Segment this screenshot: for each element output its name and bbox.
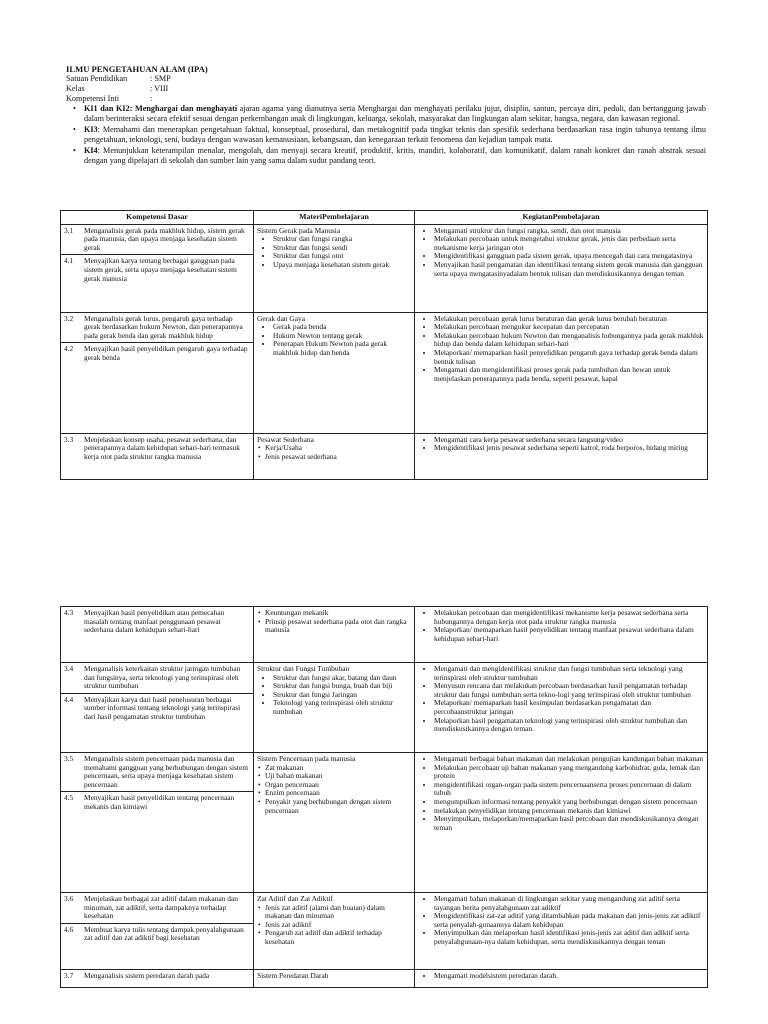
- kd-text: Menganalisis gerak pada makhluk hidup, sistem gerak pada manusia, dan upaya menjaga kesehatan sistem gerak: [84, 225, 245, 252]
- kegiatan-cell: [415, 224, 708, 312]
- kegiatan-item: • Melakukan percobaan uji bahan makanan yang mengandung karbohidrat, gula, lemak dan protein: [434, 764, 704, 781]
- kegiatan-item: • Mengamati berbagai bahan makanan dan melakukan pengujian kandungan bahan makanan: [434, 755, 704, 764]
- kd-text: Menjelaskan berbagai zat aditif dalam makanan dan minuman, zat adiktif, serta dampaknya terhadap kesehatan: [84, 894, 238, 921]
- kd-number: 3.2: [64, 313, 74, 323]
- kegiatan-item: • Melakukan percobaan mengukur kecepatan dan percepatan: [434, 323, 704, 332]
- materi-cell: [254, 224, 415, 312]
- kegiatan-cell: [415, 753, 708, 893]
- kegiatan-item: • Melakukan percobaan hukum Newton dan menganalisis hubungannya pada gerak makhluk hidup dan benda dalam kehidupan sehari-hari: [434, 332, 704, 349]
- materi-cell: [254, 753, 415, 893]
- materi-item: • Kerja/Usaha: [265, 444, 411, 453]
- materi-cell: [254, 663, 415, 753]
- materi-title: Sistem Peredaran Darah: [257, 971, 329, 980]
- kd-cell: [61, 607, 254, 663]
- materi-item: • Struktur dan fungsi bunga, buah dan biji: [273, 682, 411, 691]
- kegiatan-cell: [415, 312, 708, 433]
- table-row: [61, 893, 708, 970]
- meta-value: : SMP: [150, 74, 171, 83]
- table-row: [61, 663, 708, 753]
- document-title: ILMU PENGETAHUAN ALAM (IPA): [66, 64, 208, 74]
- syllabus-table-2: [60, 606, 708, 988]
- kegiatan-cell: [415, 663, 708, 753]
- kegiatan-item: • Menyimpulkan dan melaporkan hasil identifikasi jenis-jenis zat aditif dan adiktif serta penyalahgunaan-nya dalam kehidupan, serta mendiskusikannya dengan teman: [434, 929, 704, 946]
- kd-entry: [64, 436, 250, 462]
- kegiatan-item: • Mengidentifikasi zat-zat aditif yang ditambahkan pada makanan dan jenis-jenis zat adiktif serta penyalah-gunaannya dalam kehidupan: [434, 912, 704, 929]
- ki-item: [84, 146, 706, 166]
- materi-list: [257, 764, 411, 816]
- ki-item-label: KI1 dan KI2: Menghargai dan menghayati: [84, 104, 238, 113]
- col-header-materi: MateriPembelajaran: [254, 211, 415, 225]
- kegiatan-list: [418, 972, 704, 981]
- kd-number: 3.4: [64, 664, 74, 673]
- kegiatan-item: • Mengamati bahan makanan di lingkungan sekitar yang mengandung zat aditif serta tayangan berita penyalahgunaan zat adiktif: [434, 895, 704, 912]
- kd-item: [61, 607, 253, 637]
- kd-text: Menjelaskan konsep usaha, pesawat sederhana, dan penerapannya dalam kehidupan sehari-hari termasuk kerja otot pada struktur rangka manusia: [84, 434, 240, 461]
- materi-list: [257, 674, 411, 717]
- meta-label: Satuan Pendidikan: [66, 74, 128, 83]
- kd-item: [61, 693, 253, 724]
- kd-entry: [64, 794, 250, 811]
- table-row: [61, 312, 708, 433]
- materi-item: • Struktur dan fungsi Jaringan: [273, 691, 411, 700]
- meta-row-ki: [66, 94, 706, 104]
- kd-text: Menganalisis sistem peredaran darah pada: [84, 971, 210, 980]
- kegiatan-list: [418, 665, 704, 734]
- materi-item: • Jenis zat aditif (alami dan buatan) dalam makanan dan minuman: [265, 904, 411, 921]
- materi-item: • Penerapan Hukum Newton pada gerak makhluk hidup dan benda: [273, 340, 411, 357]
- ki-item-label: KI4: [84, 146, 98, 155]
- materi-item: • Jenis pesawat sederhana: [265, 453, 411, 462]
- kegiatan-item: • Melaporkan hasil pengamatan teknologi yang terinspirasi oleh struktur tumbuhan dan mendiskusikannya dengan teman.: [434, 717, 704, 734]
- table-row: [61, 970, 708, 988]
- kd-number: 3.7: [64, 971, 74, 980]
- kegiatan-item: • Mengidentifikasi jenis pesawat sederhana seperti katrol, roda berporos, bidang miring: [434, 444, 704, 453]
- materi-list: [257, 323, 411, 357]
- kegiatan-list: [418, 436, 704, 453]
- materi-list: [257, 444, 411, 461]
- materi-item: • Struktur dan fungsi sendi: [273, 244, 411, 253]
- kd-item: [61, 342, 253, 364]
- materi-title: Sistem Gerak pada Manusia: [257, 225, 341, 235]
- materi-item: • Upaya menjaga kesehatan sistem gerak: [273, 261, 411, 270]
- kegiatan-item: • Menyajikan hasil pengamatan dan identifikasi tentang sistem gerak manusia dan gangguan serta upaya mengatasinyadalam bentuk tulisan dan mendiskusikannya dengan teman: [434, 261, 704, 278]
- kd-item: [61, 313, 253, 343]
- kd-item: [61, 225, 253, 255]
- kd-text: Menyajikan hasil penyelidikan atau pemecahan masalah tentang manfaat penggunaan pesawat sederhana dalam kehidupan sehari-hari: [84, 608, 225, 635]
- kd-entry: [64, 257, 250, 283]
- kd-cell: [61, 893, 254, 970]
- materi-item: • Struktur dan fungsi otot: [273, 252, 411, 261]
- materi-cell: [254, 970, 415, 988]
- kegiatan-list: [418, 609, 704, 643]
- materi-item: • Enzim pencernaan: [265, 789, 411, 798]
- materi-title: Zat Aditif dan Zat Adiktif: [257, 894, 333, 903]
- kd-item: [61, 923, 253, 945]
- materi-item: • Prinsip pesawat sederhana pada otot dan rangka manusia: [265, 618, 411, 635]
- kegiatan-item: • Melakukan percobaan gerak lurus beraturan dan gerak lurus berubah beraturan: [434, 315, 704, 324]
- materi-cell: [254, 893, 415, 970]
- ki-item: [84, 104, 706, 124]
- materi-title: Gerak dan Gaya: [257, 313, 306, 323]
- kd-number: 3.5: [64, 754, 74, 763]
- kd-cell: [61, 970, 254, 988]
- kegiatan-item: • Menyusun rencana dan melakukan percobaan berdasarkan hasil pengamatan terhadap struktur dan fungsi tumbuhan serta tekno-logi yang terinspirasi oleh struktur tumbuhan: [434, 682, 704, 699]
- kd-number: 4.5: [64, 793, 74, 803]
- kegiatan-item: • mengidentifikasi organ-organ pada sistem pencernaanserta proses pencernaan di dalam tubuh: [434, 781, 704, 798]
- materi-item: • Gerak pada benda: [273, 323, 411, 332]
- ki-item: [84, 125, 706, 145]
- col-header-kegiatan: KegiatanPembelajaran: [415, 211, 708, 225]
- kegiatan-list: [418, 895, 704, 947]
- kd-entry: [64, 227, 250, 253]
- col-header-kd: Kompetensi Dasar: [61, 211, 254, 225]
- kegiatan-item: • Melaporkan/ memaparkan hasil kesimpulan berdasarkan pengamatan dan percobaanstruktur jaringan: [434, 699, 704, 716]
- ki-item-text: : Menunjukkan keterampilan menalar, mengolah, dan menyaji secara kreatif, produktif, kritis, mandiri, kolaboratif, dan komunikatif, dalam ranah konkret dan ranah abstrak sesuai dengan yang dipelajari di sekolah dan sumber lain yang sama dalam sudut pandang teori.: [84, 146, 706, 165]
- kd-entry: [64, 345, 250, 362]
- materi-cell: [254, 312, 415, 433]
- kd-entry: [64, 755, 250, 789]
- kegiatan-item: • melakukan penyelidikan tentang pencernaan mekanis dan kimiawi: [434, 807, 704, 816]
- kd-item: [61, 753, 253, 791]
- materi-title: Struktur dan Fungsi Tumbuhan: [257, 664, 350, 673]
- kd-number: 4.4: [64, 694, 74, 704]
- meta-value: :: [150, 94, 153, 103]
- materi-item: • Struktur dan fungsi akar, batang dan daun: [273, 674, 411, 683]
- kd-text: Menganalisis gerak lurus, pengaruh gaya terhadap gerak berdasarkan hukum Newton, dan penerapannya pada gerak benda dan gerak makhluk hidup: [84, 313, 243, 340]
- kegiatan-item: • Melakukan percobaan dan mengidentifikasi mekanisme kerja pesawat sederhana serta hubungannya dengan kerja otot pada struktur rangka manusia: [434, 609, 704, 626]
- kd-entry: [64, 926, 250, 943]
- kegiatan-item: • Mengidentifikasi gangguan pada sistem gerak, upaya mencegah dan cara mengatasinya: [434, 252, 704, 261]
- kd-text: Menganalisis keterkaitan struktur jaringan tumbuhan dan fungsinya, serta teknologi yang terinspirasi oleh struktur tumbuhan: [84, 664, 241, 691]
- kd-number: 3.1: [64, 225, 74, 235]
- table-row: [61, 224, 708, 312]
- kd-entry: [64, 972, 250, 981]
- materi-cell: [254, 433, 415, 479]
- ki-item-label: KI3: [84, 125, 98, 134]
- table-1-body: [61, 224, 708, 479]
- kegiatan-item: • Mengamati struktur dan fungsi rangka, sendi, dan otot manusia: [434, 227, 704, 236]
- materi-item: • Organ pencernaan: [265, 781, 411, 790]
- meta-label: Kompetensi Inti: [66, 94, 119, 103]
- kd-entry: [64, 696, 250, 722]
- materi-item: • Jenis zat adiktif: [265, 921, 411, 930]
- materi-title: Sistem Pencernaan pada manusia: [257, 754, 356, 763]
- table-row: [61, 753, 708, 893]
- document-header: [66, 64, 706, 167]
- materi-title: Pesawat Sederhana: [257, 434, 314, 444]
- kd-item: [61, 893, 253, 923]
- materi-list: [257, 904, 411, 947]
- table-row: [61, 433, 708, 479]
- ki-item-text: ajaran agama yang dianutnya serta Menghargai dan menghayati perilaku jujur, disiplin, santun, percaya diri, peduli, dan bertanggung jawab dalam berinteraksi secara efektif sesuai dengan perkembangan anak di lingkungan, keluarga, sekolah, masyarakat dan lingkungan alam sekitar, bangsa, negara, dan kawasan regional.: [84, 104, 706, 123]
- kd-item: [61, 663, 253, 693]
- kd-item: [61, 791, 253, 813]
- table-row: [61, 607, 708, 663]
- materi-item: • Pengaruh zat aditif dan adiktif terhadap kesehatan: [265, 929, 411, 946]
- kegiatan-item: • Mengamati dan mengidentifikasi proses gerak pada tumbuhan dan hewan untuk menjelaskan penerapannya pada benda, seperti pesawat, kapal: [434, 366, 704, 383]
- materi-item: • Teknologi yang terinspirasi oleh struktur tumbuhan: [273, 699, 411, 716]
- kegiatan-item: • Melaporkan/ memaparkan hasil penyelidikan tentang manfaat pesawat sederhana dalam kehidupan sehari-hari: [434, 626, 704, 643]
- materi-list: [257, 235, 411, 269]
- kd-number: 4.1: [64, 256, 74, 266]
- kegiatan-cell: [415, 433, 708, 479]
- materi-item: • Keuntungan mekanik: [265, 609, 411, 618]
- kegiatan-item: • Mengamati dan mengidentifikasi struktur dan fungsi tumbuhan serta teknologi yang terinspirasi oleh struktur tumbuhan: [434, 665, 704, 682]
- kd-text: Menyajikan karya dari hasil penelusuran berbagai sumber informasi tentang teknologi yang terinspirasi dari hasil pengamatan struktur tumbuhan: [84, 694, 241, 721]
- kd-text: Menyajikan hasil penyelidikan tentang pencernaan mekanis dan kimiawi: [84, 793, 235, 811]
- kd-text: Membuat karya tulis tentang dampak penyalahgunaan zat aditif dan zat adiktif bagi kesehatan: [84, 924, 244, 943]
- kegiatan-item: • Melakukan percobaan untuk mengetahui struktur gerak, jenis dan perbedaan serta mekanisme kerja jaringan otot: [434, 235, 704, 252]
- materi-list: [257, 609, 411, 635]
- meta-label: Kelas: [66, 84, 85, 93]
- kegiatan-list: [418, 227, 704, 279]
- meta-row-satuan: [66, 74, 706, 84]
- kd-cell: [61, 753, 254, 893]
- kd-number: 3.3: [64, 434, 74, 444]
- kd-text: Menyajikan karya tentang berbagai gangguan pada sistem gerak, serta upaya menjaga kesehatan sistem gerak manusia: [84, 256, 237, 283]
- kegiatan-item: • Mengamati modelsistem peredaran darah.: [434, 972, 704, 981]
- kd-text: Menganalisis sistem pencernaan pada manusia dan memahami gangguan yang berhubungan dengan sistem pencernaan, serta upaya menjaga kesehatan sistem pencernaan: [84, 754, 248, 789]
- kegiatan-cell: [415, 893, 708, 970]
- materi-cell: [254, 607, 415, 663]
- ki-item-text: : Memahami dan menerapkan pengetahuan faktual, konseptual, prosedural, dan metakognitif pada tingkat teknis dan spesifik sederhana berdasarkan rasa ingin tahunya tentang ilmu pengetahuan, teknologi, seni, budaya dengan wawasan kemanusiaan, kebangsaan, dan kenegaraan terkait fenomena dan kejadian tampak mata.: [84, 125, 706, 144]
- kd-number: 4.3: [64, 608, 74, 617]
- kd-item: [61, 970, 253, 983]
- table-header-row: [61, 211, 708, 225]
- kd-entry: [64, 609, 250, 635]
- meta-row-kelas: [66, 84, 706, 94]
- kd-item: [61, 254, 253, 285]
- kd-number: 4.2: [64, 344, 74, 354]
- materi-item: • Uji bahan makanan: [265, 772, 411, 781]
- kd-number: 4.6: [64, 924, 74, 934]
- kd-item: [61, 434, 253, 464]
- kegiatan-list: [418, 315, 704, 384]
- materi-item: • Struktur dan fungsi rangka: [273, 235, 411, 244]
- ki-list: [66, 104, 706, 166]
- syllabus-table-1: [60, 210, 708, 480]
- kegiatan-item: • mengumpulkan informasi tentang penyakit yang berhubungan dengan sistem pencernaan: [434, 798, 704, 807]
- kegiatan-item: • Melaporkan/ memaparkan hasil penyelidikan pengaruh gaya terhadap gerak benda dalam bentuk tulisan: [434, 349, 704, 366]
- materi-item: • Penyakit yang berhubungan dengan sistem pencernaan: [265, 798, 411, 815]
- kd-cell: [61, 312, 254, 433]
- kd-cell: [61, 224, 254, 312]
- materi-item: • Zat makanan: [265, 764, 411, 773]
- kegiatan-cell: [415, 607, 708, 663]
- materi-item: • Hukum Newton tentang gerak: [273, 332, 411, 341]
- kegiatan-item: • Menyimpulkan, melaporkan/memaparkan hasil percobaan dan mendiskusikannya dengan teman: [434, 815, 704, 832]
- kegiatan-item: • Mengamati cara kerja pesawat sederhana secara langsung/video: [434, 436, 704, 445]
- kd-text: Menyajikan hasil penyelidikan pengaruh gaya terhadap gerak benda: [84, 344, 248, 362]
- kd-cell: [61, 663, 254, 753]
- kd-entry: [64, 895, 250, 921]
- kd-number: 3.6: [64, 894, 74, 903]
- kegiatan-list: [418, 755, 704, 832]
- kegiatan-cell: [415, 970, 708, 988]
- kd-entry: [64, 665, 250, 691]
- kd-cell: [61, 433, 254, 479]
- table-2-body: [61, 607, 708, 988]
- meta-value: : VIII: [150, 84, 169, 93]
- kd-entry: [64, 315, 250, 341]
